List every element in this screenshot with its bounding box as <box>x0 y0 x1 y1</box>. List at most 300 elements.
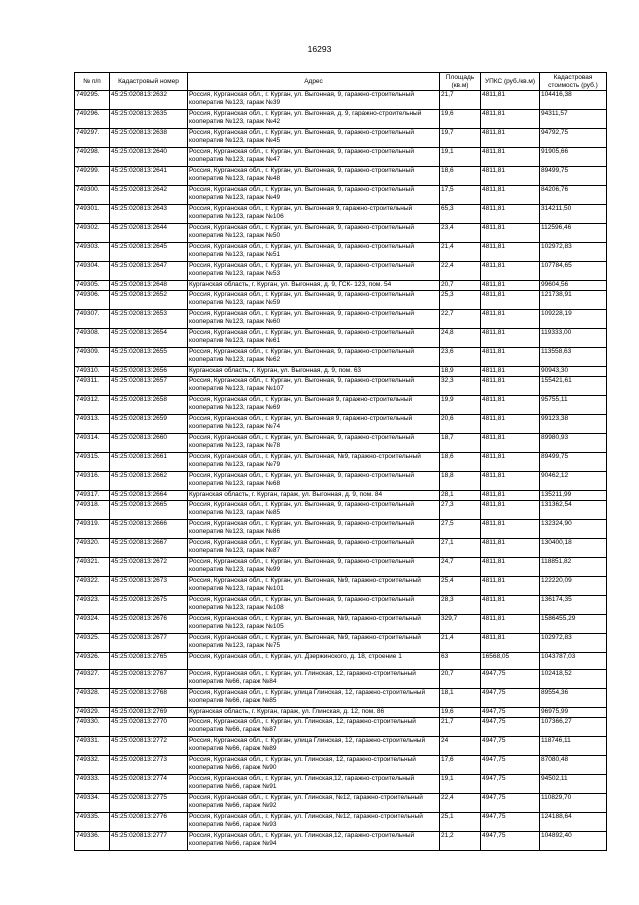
cell-num: 749312. <box>75 396 110 415</box>
cell-cost: 102972,83 <box>540 243 607 262</box>
cell-area: 19,6 <box>440 708 481 718</box>
cell-area: 329,7 <box>440 615 481 634</box>
cell-num: 749301. <box>75 205 110 224</box>
cell-upks: 4947,75 <box>481 832 540 851</box>
cell-cadastral-number: 45:25:020813:2641 <box>110 167 188 186</box>
cell-upks: 4811,81 <box>481 434 540 453</box>
cell-address: Россия, Курганская обл., г. Курган, ул. Выгонная, 9, гаражно-строительный кооператив №123, гараж №78 <box>188 434 440 453</box>
cell-upks: 4811,81 <box>481 186 540 205</box>
cell-cadastral-number: 45:25:020813:2767 <box>110 670 188 689</box>
cell-cost: 87080,48 <box>540 756 607 775</box>
cell-cadastral-number: 45:25:020813:2677 <box>110 634 188 653</box>
cell-area: 27,1 <box>440 539 481 558</box>
cell-area: 24,7 <box>440 558 481 577</box>
cell-area: 20,7 <box>440 670 481 689</box>
table-row <box>75 689 607 708</box>
cell-area: 18,1 <box>440 689 481 708</box>
table-row <box>75 813 607 832</box>
cell-num: 749330. <box>75 718 110 737</box>
cadastral-table <box>74 72 607 851</box>
cell-address: Россия, Курганская обл., г. Курган, ул. Выгонная, 9, гаражно-строительный кооператив №123, гараж №50 <box>188 224 440 243</box>
cell-area: 21,2 <box>440 832 481 851</box>
cell-area: 24 <box>440 737 481 756</box>
header-cadastral-number: Кадастровый номер <box>110 73 188 91</box>
cell-num: 749328. <box>75 689 110 708</box>
cell-upks: 4811,81 <box>481 110 540 129</box>
cell-address: Россия, Курганская обл., г. Курган, ул. Выгонная, 9, гаражно-строительный кооператив №123, гараж №107 <box>188 377 440 396</box>
cell-cost: 132324,90 <box>540 520 607 539</box>
cell-upks: 4811,81 <box>481 558 540 577</box>
cell-address: Россия, Курганская обл., г. Курган, ул. Выгонная 9, гаражно-строительный кооператив №123, гараж №69 <box>188 396 440 415</box>
cell-cost: 155421,61 <box>540 377 607 396</box>
cell-cadastral-number: 45:25:020813:2638 <box>110 129 188 148</box>
cell-cadastral-number: 45:25:020813:2656 <box>110 367 188 377</box>
cell-address: Россия, Курганская обл., г. Курган, ул. Глинская, №12, гаражно-строительный кооператив №66, гараж №93 <box>188 813 440 832</box>
cell-cadastral-number: 45:25:020813:2642 <box>110 186 188 205</box>
cell-num: 749321. <box>75 558 110 577</box>
cell-address: Россия, Курганская обл., г. Курган, ул. Дзержинского, д. 18, строение 1 <box>188 653 440 670</box>
cell-cost: 314211,50 <box>540 205 607 224</box>
cell-cadastral-number: 45:25:020813:2675 <box>110 596 188 615</box>
cell-area: 25,3 <box>440 291 481 310</box>
table-row <box>75 291 607 310</box>
cell-num: 749309. <box>75 348 110 367</box>
cell-upks: 4811,81 <box>481 472 540 491</box>
table-row <box>75 186 607 205</box>
table-row <box>75 329 607 348</box>
cell-upks: 4811,81 <box>481 491 540 501</box>
table-row <box>75 348 607 367</box>
cell-address: Россия, Курганская обл., г. Курган, ул. Глинская, 12, гаражно-строительный кооператив №66, гараж №87 <box>188 718 440 737</box>
cell-cadastral-number: 45:25:020813:2776 <box>110 813 188 832</box>
cell-num: 749313. <box>75 415 110 434</box>
cell-cost: 89554,36 <box>540 689 607 708</box>
cell-address: Россия, Курганская обл., г. Курган, ул. Глинская, 12, гаражно-строительный кооператив №66, гараж №90 <box>188 756 440 775</box>
cell-cadastral-number: 45:25:020813:2654 <box>110 329 188 348</box>
table-row <box>75 129 607 148</box>
cell-area: 18,7 <box>440 434 481 453</box>
cell-upks: 4811,81 <box>481 415 540 434</box>
cell-cadastral-number: 45:25:020813:2774 <box>110 775 188 794</box>
table-row <box>75 415 607 434</box>
table-row <box>75 756 607 775</box>
cell-area: 25,4 <box>440 577 481 596</box>
cell-upks: 4811,81 <box>481 205 540 224</box>
cell-upks: 4811,81 <box>481 577 540 596</box>
cell-upks: 4811,81 <box>481 262 540 281</box>
cell-num: 749295. <box>75 91 110 110</box>
cell-num: 749306. <box>75 291 110 310</box>
cell-cost: 135211,99 <box>540 491 607 501</box>
cell-num: 749322. <box>75 577 110 596</box>
cell-upks: 4811,81 <box>481 615 540 634</box>
cell-cadastral-number: 45:25:020813:2665 <box>110 501 188 520</box>
cell-num: 749315. <box>75 453 110 472</box>
table-row <box>75 501 607 520</box>
cell-cadastral-number: 45:25:020813:2765 <box>110 653 188 670</box>
cell-cost: 107366,27 <box>540 718 607 737</box>
cell-cadastral-number: 45:25:020813:2661 <box>110 453 188 472</box>
cell-upks: 4811,81 <box>481 596 540 615</box>
cell-address: Россия, Курганская обл., г. Курган, ул. Выгонная, 9, гаражно-строительный кооператив №123, гараж №86 <box>188 520 440 539</box>
cell-cadastral-number: 45:25:020813:2660 <box>110 434 188 453</box>
cell-num: 749297. <box>75 129 110 148</box>
cell-cadastral-number: 45:25:020813:2658 <box>110 396 188 415</box>
cell-cost: 1586455,29 <box>540 615 607 634</box>
cell-num: 749310. <box>75 367 110 377</box>
cell-upks: 4811,81 <box>481 453 540 472</box>
cell-cost: 121738,91 <box>540 291 607 310</box>
cell-cost: 112596,46 <box>540 224 607 243</box>
cell-area: 21,7 <box>440 91 481 110</box>
cell-cost: 90462,12 <box>540 472 607 491</box>
cell-area: 24,8 <box>440 329 481 348</box>
cell-area: 27,3 <box>440 501 481 520</box>
cell-num: 749302. <box>75 224 110 243</box>
cell-upks: 4811,81 <box>481 291 540 310</box>
cell-upks: 4811,81 <box>481 243 540 262</box>
cell-address: Россия, Курганская обл., г. Курган, ул. Выгонная, 9, гаражно-строительный кооператив №123, гараж №85 <box>188 501 440 520</box>
cell-cost: 89980,93 <box>540 434 607 453</box>
cell-address: Россия, Курганская обл., г. Курган, ул. Выгонная, 9, гаражно-строительный кооператив №123, гараж №61 <box>188 329 440 348</box>
cell-address: Россия, Курганская обл., г. Курган, ул. Выгонная, 9, гаражно-строительный кооператив №123, гараж №39 <box>188 91 440 110</box>
cell-upks: 4947,75 <box>481 794 540 813</box>
cell-cadastral-number: 45:25:020813:2647 <box>110 262 188 281</box>
cell-area: 19,9 <box>440 396 481 415</box>
cell-upks: 4947,75 <box>481 775 540 794</box>
cell-num: 749305. <box>75 281 110 291</box>
cell-cost: 94311,57 <box>540 110 607 129</box>
cell-area: 25,1 <box>440 813 481 832</box>
cell-address: Россия, Курганская обл., г. Курган, ул. Выгонная, №9, гаражно-строительный кооператив №123, гараж №75 <box>188 634 440 653</box>
cell-upks: 4811,81 <box>481 396 540 415</box>
table-row <box>75 832 607 851</box>
table-row <box>75 91 607 110</box>
cell-num: 749319. <box>75 520 110 539</box>
cell-cost: 107784,65 <box>540 262 607 281</box>
cell-area: 27,5 <box>440 520 481 539</box>
cell-cadastral-number: 45:25:020813:2768 <box>110 689 188 708</box>
cell-area: 19,7 <box>440 129 481 148</box>
table-row <box>75 718 607 737</box>
cell-cost: 94502,11 <box>540 775 607 794</box>
cell-num: 749299. <box>75 167 110 186</box>
cell-address: Россия, Курганская обл., г. Курган, ул. Выгонная, 9, гаражно-строительный кооператив №123, гараж №87 <box>188 539 440 558</box>
cell-num: 749318. <box>75 501 110 520</box>
cell-cost: 136174,35 <box>540 596 607 615</box>
cell-num: 749304. <box>75 262 110 281</box>
table-row <box>75 615 607 634</box>
table-body <box>75 91 607 851</box>
cell-area: 19,6 <box>440 110 481 129</box>
cell-num: 749317. <box>75 491 110 501</box>
cell-cadastral-number: 45:25:020813:2773 <box>110 756 188 775</box>
cell-cadastral-number: 45:25:020813:2777 <box>110 832 188 851</box>
cell-area: 17,5 <box>440 186 481 205</box>
cell-upks: 4811,81 <box>481 539 540 558</box>
cell-cost: 89499,75 <box>540 167 607 186</box>
table-row <box>75 653 607 670</box>
table-row <box>75 110 607 129</box>
cell-num: 749314. <box>75 434 110 453</box>
cell-upks: 4811,81 <box>481 281 540 291</box>
cell-upks: 16568,05 <box>481 653 540 670</box>
cell-cost: 118746,11 <box>540 737 607 756</box>
cell-address: Россия, Курганская обл., г. Курган, ул. Выгонная 9, гаражно-строительный кооператив №123, гараж №106 <box>188 205 440 224</box>
table-row <box>75 491 607 501</box>
header-upks: УПКС (руб./кв.м) <box>481 73 540 91</box>
cell-num: 749329. <box>75 708 110 718</box>
cell-area: 22,4 <box>440 794 481 813</box>
cell-area: 18,8 <box>440 472 481 491</box>
cell-address: Россия, Курганская обл., г. Курган, ул. Глинская,12, гаражно-строительный кооператив №66, гараж №94 <box>188 832 440 851</box>
cell-address: Россия, Курганская обл., г. Курган, ул. Выгонная, №9, гаражно-строительный кооператив №123, гараж №79 <box>188 453 440 472</box>
table-row <box>75 708 607 718</box>
cell-num: 749311. <box>75 377 110 396</box>
cell-address: Россия, Курганская обл., г. Курган, ул. Выгонная 9, гаражно-строительный кооператив №123, гараж №74 <box>188 415 440 434</box>
page-number: 16293 <box>307 44 332 54</box>
cell-area: 63 <box>440 653 481 670</box>
cell-cadastral-number: 45:25:020813:2664 <box>110 491 188 501</box>
cell-upks: 4811,81 <box>481 634 540 653</box>
cell-address: Россия, Курганская обл., г. Курган, ул. Выгонная, 9, гаражно-строительный кооператив №123, гараж №59 <box>188 291 440 310</box>
cell-address: Курганская область, г. Курган, гараж, ул. Выгонная, д. 9, пом. 84 <box>188 491 440 501</box>
table-row <box>75 472 607 491</box>
cell-cadastral-number: 45:25:020813:2635 <box>110 110 188 129</box>
table-row <box>75 367 607 377</box>
table-row <box>75 558 607 577</box>
cell-address: Россия, Курганская обл., г. Курган, ул. Выгонная, 9, гаражно-строительный кооператив №123, гараж №68 <box>188 472 440 491</box>
cell-area: 22,4 <box>440 262 481 281</box>
cell-cadastral-number: 45:25:020813:2672 <box>110 558 188 577</box>
cell-address: Россия, Курганская обл., г. Курган, улица Глинская, 12, гаражно-строительный кооператив №66, гараж №85 <box>188 689 440 708</box>
cell-area: 18,9 <box>440 367 481 377</box>
cell-num: 749335. <box>75 813 110 832</box>
cell-cost: 99123,38 <box>540 415 607 434</box>
cell-cost: 122220,09 <box>540 577 607 596</box>
cell-cadastral-number: 45:25:020813:2769 <box>110 708 188 718</box>
cell-upks: 4811,81 <box>481 520 540 539</box>
cell-cadastral-number: 45:25:020813:2655 <box>110 348 188 367</box>
cell-address: Россия, Курганская обл., г. Курган, ул. Выгонная, 9, гаражно-строительный кооператив №123, гараж №60 <box>188 310 440 329</box>
cell-address: Россия, Курганская обл., г. Курган, ул. Выгонная, 9, гаражно-строительный кооператив №123, гараж №47 <box>188 148 440 167</box>
table-row <box>75 281 607 291</box>
cell-num: 749316. <box>75 472 110 491</box>
cell-cadastral-number: 45:25:020813:2653 <box>110 310 188 329</box>
cell-upks: 4811,81 <box>481 167 540 186</box>
cell-upks: 4947,75 <box>481 756 540 775</box>
table-row <box>75 596 607 615</box>
cell-address: Россия, Курганская обл., г. Курган, ул. Выгонная, 9, гаражно-строительный кооператив №123, гараж №49 <box>188 186 440 205</box>
cell-area: 28,1 <box>440 491 481 501</box>
cell-upks: 4811,81 <box>481 310 540 329</box>
cell-cost: 95755,11 <box>540 396 607 415</box>
cell-cost: 102972,83 <box>540 634 607 653</box>
cell-upks: 4947,75 <box>481 708 540 718</box>
cell-upks: 4811,81 <box>481 329 540 348</box>
cell-num: 749325. <box>75 634 110 653</box>
table-row <box>75 520 607 539</box>
cell-cadastral-number: 45:25:020813:2676 <box>110 615 188 634</box>
cell-upks: 4811,81 <box>481 501 540 520</box>
cell-upks: 4811,81 <box>481 367 540 377</box>
table-row <box>75 737 607 756</box>
table-row <box>75 794 607 813</box>
table-row <box>75 396 607 415</box>
header-address: Адрес <box>188 73 440 91</box>
cell-cost: 102418,52 <box>540 670 607 689</box>
table-row <box>75 453 607 472</box>
cell-cost: 110829,70 <box>540 794 607 813</box>
cell-cost: 91905,66 <box>540 148 607 167</box>
cell-cost: 90943,30 <box>540 367 607 377</box>
cell-area: 20,6 <box>440 415 481 434</box>
cell-area: 18,6 <box>440 453 481 472</box>
cell-cost: 124188,64 <box>540 813 607 832</box>
cell-num: 749332. <box>75 756 110 775</box>
cell-cadastral-number: 45:25:020813:2640 <box>110 148 188 167</box>
table-row <box>75 224 607 243</box>
cell-area: 17,6 <box>440 756 481 775</box>
cell-num: 749323. <box>75 596 110 615</box>
cell-num: 749303. <box>75 243 110 262</box>
cell-address: Россия, Курганская обл., г. Курган, ул. Выгонная, №9, гаражно-строительный кооператив №123, гараж №101 <box>188 577 440 596</box>
cell-num: 749331. <box>75 737 110 756</box>
cell-upks: 4947,75 <box>481 718 540 737</box>
cell-upks: 4947,75 <box>481 689 540 708</box>
table-row <box>75 434 607 453</box>
cell-address: Россия, Курганская обл., г. Курган, ул. Выгонная, 9, гаражно-строительный кооператив №123, гараж №53 <box>188 262 440 281</box>
cell-address: Россия, Курганская обл., г. Курган, ул. Глинская, 12, гаражно-строительный кооператив №66, гараж №84 <box>188 670 440 689</box>
cell-cadastral-number: 45:25:020813:2673 <box>110 577 188 596</box>
table-row <box>75 148 607 167</box>
table-row <box>75 775 607 794</box>
cell-area: 28,3 <box>440 596 481 615</box>
table-row <box>75 310 607 329</box>
cell-cadastral-number: 45:25:020813:2648 <box>110 281 188 291</box>
cell-address: Россия, Курганская обл., г. Курган, ул. Выгонная, 9, гаражно-строительный кооператив №123, гараж №51 <box>188 243 440 262</box>
cell-cadastral-number: 45:25:020813:2772 <box>110 737 188 756</box>
cell-upks: 4947,75 <box>481 737 540 756</box>
cell-cost: 89499,75 <box>540 453 607 472</box>
cell-cost: 94792,75 <box>540 129 607 148</box>
cell-cadastral-number: 45:25:020813:2657 <box>110 377 188 396</box>
table-row <box>75 577 607 596</box>
cell-upks: 4811,81 <box>481 91 540 110</box>
cell-upks: 4811,81 <box>481 148 540 167</box>
cell-area: 19,1 <box>440 775 481 794</box>
table-row <box>75 539 607 558</box>
header-area: Площадь (кв.м) <box>440 73 481 91</box>
cell-area: 23,4 <box>440 224 481 243</box>
cell-cost: 104416,38 <box>540 91 607 110</box>
cell-address: Россия, Курганская обл., г. Курган, ул. Выгонная, 9, гаражно-строительный кооператив №123, гараж №108 <box>188 596 440 615</box>
cell-upks: 4811,81 <box>481 348 540 367</box>
cell-area: 18,6 <box>440 167 481 186</box>
cell-cost: 130400,18 <box>540 539 607 558</box>
cell-cost: 131362,54 <box>540 501 607 520</box>
cell-num: 749333. <box>75 775 110 794</box>
cell-num: 749326. <box>75 653 110 670</box>
cell-address: Россия, Курганская обл., г. Курган, ул. Выгонная, 9, гаражно-строительный кооператив №123, гараж №62 <box>188 348 440 367</box>
cell-cost: 104892,40 <box>540 832 607 851</box>
cell-upks: 4811,81 <box>481 224 540 243</box>
cell-cost: 1043787,03 <box>540 653 607 670</box>
cell-address: Курганская область, г. Курган, гараж, ул. Глинская, д. 12, пом. 86 <box>188 708 440 718</box>
cell-area: 65,3 <box>440 205 481 224</box>
cell-cost: 118851,82 <box>540 558 607 577</box>
cell-cost: 119333,00 <box>540 329 607 348</box>
table-row <box>75 634 607 653</box>
header-num: № п/п <box>75 73 110 91</box>
cell-cadastral-number: 45:25:020813:2770 <box>110 718 188 737</box>
cell-num: 749336. <box>75 832 110 851</box>
cell-upks: 4947,75 <box>481 813 540 832</box>
cell-area: 22,7 <box>440 310 481 329</box>
cell-num: 749334. <box>75 794 110 813</box>
cell-cadastral-number: 45:25:020813:2652 <box>110 291 188 310</box>
cell-cadastral-number: 45:25:020813:2666 <box>110 520 188 539</box>
cell-cost: 96975,99 <box>540 708 607 718</box>
cell-cost: 84206,76 <box>540 186 607 205</box>
cell-area: 21,4 <box>440 243 481 262</box>
cell-cadastral-number: 45:25:020813:2775 <box>110 794 188 813</box>
cell-cost: 109228,19 <box>540 310 607 329</box>
cell-address: Россия, Курганская обл., г. Курган, ул. Выгонная, 9, гаражно-строительный кооператив №123, гараж №99 <box>188 558 440 577</box>
cell-area: 21,7 <box>440 718 481 737</box>
table-row <box>75 670 607 689</box>
cell-cadastral-number: 45:25:020813:2644 <box>110 224 188 243</box>
table-row <box>75 205 607 224</box>
cell-num: 749320. <box>75 539 110 558</box>
cell-num: 749324. <box>75 615 110 634</box>
table-row <box>75 377 607 396</box>
cell-cadastral-number: 45:25:020813:2643 <box>110 205 188 224</box>
cell-upks: 4811,81 <box>481 377 540 396</box>
table-header-row <box>75 73 607 91</box>
cell-address: Россия, Курганская обл., г. Курган, улица Глинская, 12, гаражно-строительный кооператив №66, гараж №89 <box>188 737 440 756</box>
cell-address: Курганская область, г. Курган, ул. Выгонная, д. 9, ГСК- 123, пом. 54 <box>188 281 440 291</box>
cell-area: 19,1 <box>440 148 481 167</box>
cell-num: 749327. <box>75 670 110 689</box>
cell-cadastral-number: 45:25:020813:2645 <box>110 243 188 262</box>
cell-cost: 99604,56 <box>540 281 607 291</box>
cell-cost: 113558,63 <box>540 348 607 367</box>
cell-num: 749296. <box>75 110 110 129</box>
table-row <box>75 262 607 281</box>
cell-cadastral-number: 45:25:020813:2667 <box>110 539 188 558</box>
table-row <box>75 167 607 186</box>
cell-address: Россия, Курганская обл., г. Курган, ул. Глинская,12, гаражно-строительный кооператив №66, гараж №91 <box>188 775 440 794</box>
cell-num: 749307. <box>75 310 110 329</box>
cell-area: 21,4 <box>440 634 481 653</box>
cell-upks: 4947,75 <box>481 670 540 689</box>
cell-area: 32,3 <box>440 377 481 396</box>
cell-area: 20,7 <box>440 281 481 291</box>
cell-address: Россия, Курганская обл., г. Курган, ул. Выгонная, д. 9, гаражно-строительный кооператив №123, гараж №42 <box>188 110 440 129</box>
cell-address: Россия, Курганская обл., г. Курган, ул. Выгонная, 9, гаражно-строительный кооператив №123, гараж №45 <box>188 129 440 148</box>
cell-upks: 4811,81 <box>481 129 540 148</box>
cell-cadastral-number: 45:25:020813:2632 <box>110 91 188 110</box>
cell-address: Россия, Курганская обл., г. Курган, ул. Выгонная, 9, гаражно-строительный кооператив №123, гараж №48 <box>188 167 440 186</box>
table-row <box>75 243 607 262</box>
cell-num: 749300. <box>75 186 110 205</box>
header-cost: Кадастровая стоимость (руб.) <box>540 73 607 91</box>
cell-address: Россия, Курганская обл., г. Курган, ул. Выгонная, №9, гаражно-строительный кооператив №123, гараж №105 <box>188 615 440 634</box>
cell-cadastral-number: 45:25:020813:2662 <box>110 472 188 491</box>
cell-area: 23,6 <box>440 348 481 367</box>
cell-address: Россия, Курганская обл., г. Курган, ул. Глинская, №12, гаражно-строительный кооператив №66, гараж №92 <box>188 794 440 813</box>
